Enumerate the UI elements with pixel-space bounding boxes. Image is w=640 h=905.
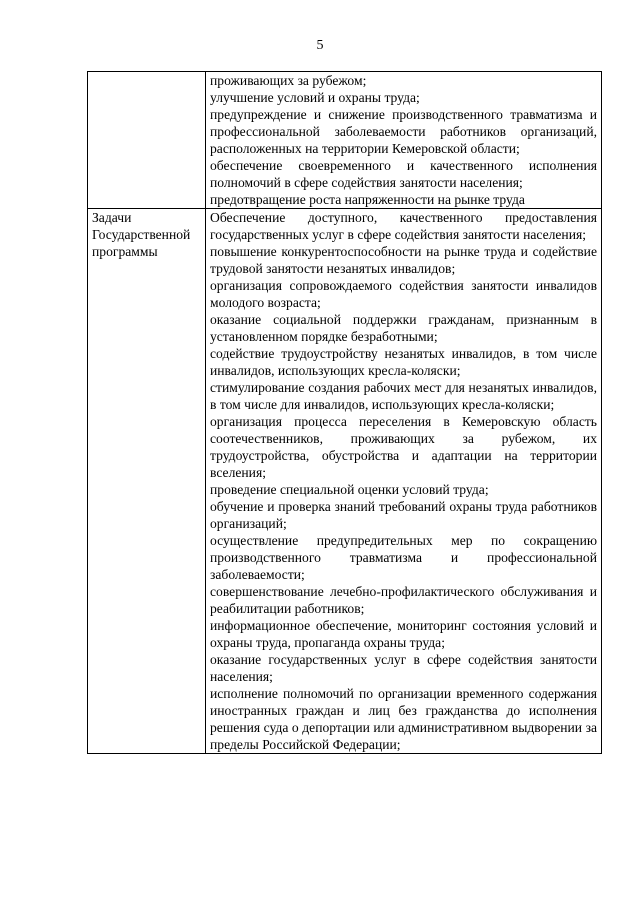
list-item: предотвращение роста напряженности на рынке труда [210, 192, 525, 207]
list-item: совершенствование лечебно-профилактического обслуживания и реабилитации работников; [210, 584, 597, 616]
program-passport-table [87, 71, 602, 754]
list-item: предупреждение и снижение производственного травматизма и профессиональной заболеваемости работников организаций, расположенных на территории Кемеровской области; [210, 107, 597, 156]
list-item: проживающих за рубежом; [210, 73, 367, 88]
list-item: повышение конкурентоспособности на рынке труда и содействие трудовой занятости незанятых инвалидов; [210, 244, 597, 276]
list-item: оказание государственных услуг в сфере содействия занятости населения; [210, 652, 597, 684]
row-label-empty [88, 72, 206, 209]
row-content-goals [206, 72, 602, 209]
table-row-continuation [88, 72, 602, 209]
page-number: 5 [316, 38, 324, 53]
list-item: организация сопровождаемого содействия занятости инвалидов молодого возраста; [210, 278, 597, 310]
list-item: улучшение условий и охраны труда; [210, 90, 420, 105]
list-item: оказание социальной поддержки гражданам, признанным в установленном порядке безработными; [210, 312, 597, 344]
list-item: содействие трудоустройству незанятых инвалидов, в том числе инвалидов, использующих кресла-коляски; [210, 346, 597, 378]
list-item: организация процесса переселения в Кемеровскую область соотечественников, проживающих за рубежом, их трудоустройства, обустройства и адаптации на территории вселения; [210, 414, 597, 480]
list-item: информационное обеспечение, мониторинг состояния условий и охраны труда, пропаганда охраны труда; [210, 618, 597, 650]
list-item: проведение специальной оценки условий труда; [210, 482, 489, 497]
list-item: обучение и проверка знаний требований охраны труда работников организаций; [210, 499, 597, 531]
list-item: Обеспечение доступного, качественного предоставления государственных услуг в сфере содействия занятости населения; [210, 210, 597, 242]
list-item: обеспечение своевременного и качественного исполнения полномочий в сфере содействия занятости населения; [210, 158, 597, 190]
row-content-tasks [206, 209, 602, 754]
list-item: исполнение полномочий по организации временного содержания иностранных граждан и лиц без гражданства до исполнения решения суда о депортации или административном выдворении за пределы Российской Федерации; [210, 686, 597, 752]
list-item: осуществление предупредительных мер по сокращению производственного травматизма и профессиональной заболеваемости; [210, 533, 597, 582]
row-label-tasks: Задачи Государственной программы [88, 209, 206, 754]
list-item: стимулирование создания рабочих мест для незанятых инвалидов, в том числе для инвалидов, использующих кресла-коляски; [210, 380, 597, 412]
table-row-tasks [88, 209, 602, 754]
